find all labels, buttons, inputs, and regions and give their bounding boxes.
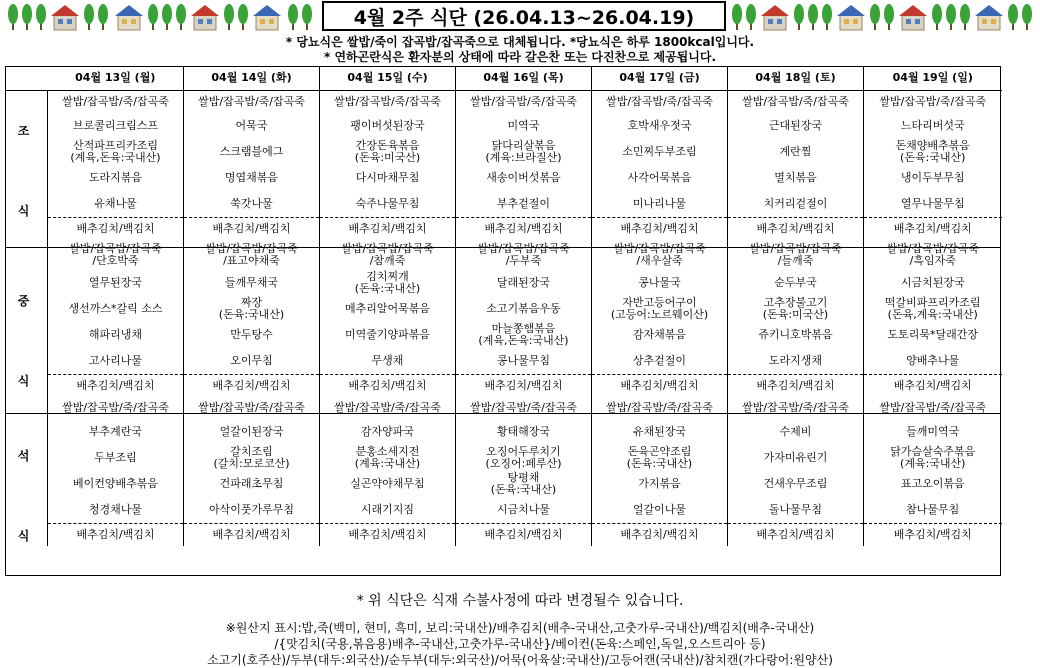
menu-cell: 건새우무조림	[728, 471, 864, 497]
menu-row	[48, 419, 1002, 445]
menu-cell: 간장돈육볶음 (돈육:미국산)	[320, 139, 456, 165]
menu-cell: 건파래초무침	[184, 471, 320, 497]
menu-cell: 탕평채 (돈육:국내산)	[456, 471, 592, 497]
breakfast-label-bottom: 식	[17, 204, 30, 218]
menu-cell: 쌀밥/잡곡밥/잡곡죽 /들깨죽	[728, 240, 864, 270]
menu-cell: 쌀밥/잡곡밥/잡곡죽 /표고야채죽	[184, 240, 320, 270]
menu-row	[48, 348, 1002, 375]
menu-cell: 달래된장국	[456, 270, 592, 296]
menu-cell: 마늘쫑햄볶음 (계육,돈육:국내산)	[456, 322, 592, 348]
menu-cell: 얼갈이된장국	[184, 419, 320, 445]
menu-cell: 숙주나물무침	[320, 191, 456, 218]
menu-cell: 아삭이풋가루무침	[184, 497, 320, 524]
menu-cell: 분홍소세지전 (계육:국내산)	[320, 445, 456, 471]
menu-row	[48, 471, 1002, 497]
menu-row	[48, 165, 1002, 191]
menu-cell: 산적파프리카조림 (계육,돈육:국내산)	[48, 139, 184, 165]
menu-row	[48, 191, 1002, 218]
menu-cell: 배추김치/백김치	[48, 218, 184, 241]
menu-cell: 떡갈비파프리카조림 (돈육,계육:국내산)	[864, 296, 1002, 322]
menu-row	[48, 270, 1002, 296]
dinner-label-bottom: 식	[17, 529, 30, 543]
menu-cell: 쌀밥/잡곡밥/죽/잡곡죽	[728, 397, 864, 419]
menu-cell: 쌀밥/잡곡밥/죽/잡곡죽	[48, 91, 184, 114]
day-header: 04월 18일 (토)	[728, 66, 864, 91]
menu-row	[48, 397, 1002, 419]
menu-cell: 미역국	[456, 113, 592, 139]
lunch-label-top: 중	[17, 294, 30, 308]
menu-cell: 배추김치/백김치	[48, 524, 184, 547]
menu-cell: 오이무침	[184, 348, 320, 375]
menu-cell: 쌀밥/잡곡밥/잡곡죽 /흑임자죽	[864, 240, 1002, 270]
menu-cell: 배추김치/백김치	[320, 218, 456, 241]
menu-cell: 가자미유린기	[728, 445, 864, 471]
day-header: 04월 15일 (수)	[320, 66, 456, 91]
menu-cell: 생선까스*갈릭 소스	[48, 296, 184, 322]
menu-cell: 팽이버섯된장국	[320, 113, 456, 139]
menu-cell: 쌀밥/잡곡밥/죽/잡곡죽	[320, 91, 456, 114]
menu-cell: 해파리냉채	[48, 322, 184, 348]
menu-cell: 배추김치/백김치	[48, 375, 184, 398]
menu-cell: 도라지생채	[728, 348, 864, 375]
menu-cell: 들깨무채국	[184, 270, 320, 296]
menu-cell: 사각어묵볶음	[592, 165, 728, 191]
menu-cell: 베이컨양배추볶음	[48, 471, 184, 497]
menu-cell: 근대된장국	[728, 113, 864, 139]
menu-cell: 느타리버섯국	[864, 113, 1002, 139]
day-header: 04월 16일 (목)	[456, 66, 592, 91]
menu-cell: 양배추나물	[864, 348, 1002, 375]
menu-cell: 도라지볶음	[48, 165, 184, 191]
menu-cell: 쌀밥/잡곡밥/잡곡죽 /두부죽	[456, 240, 592, 270]
menu-cell: 소민찌두부조림	[592, 139, 728, 165]
menu-cell: 쌀밥/잡곡밥/잡곡죽 /단호박죽	[48, 240, 184, 270]
menu-cell: 시래기지짐	[320, 497, 456, 524]
weekly-menu-table	[47, 66, 1002, 546]
menu-cell: 만두탕수	[184, 322, 320, 348]
menu-row	[48, 113, 1002, 139]
lunch-label-bottom: 식	[17, 374, 30, 388]
menu-cell: 돈채양배추볶음 (돈육:국내산)	[864, 139, 1002, 165]
menu-row	[48, 240, 1002, 270]
menu-cell: 닭가슴살숙주볶음 (계육:국내산)	[864, 445, 1002, 471]
menu-cell: 쌀밥/잡곡밥/죽/잡곡죽	[456, 91, 592, 114]
menu-cell: 치커리겉절이	[728, 191, 864, 218]
menu-cell: 어묵국	[184, 113, 320, 139]
menu-cell: 쌀밥/잡곡밥/죽/잡곡죽	[592, 91, 728, 114]
menu-cell: 배추김치/백김치	[456, 218, 592, 241]
menu-cell: 멸치볶음	[728, 165, 864, 191]
menu-cell: 배추김치/백김치	[320, 524, 456, 547]
menu-cell: 브로콜리크림스프	[48, 113, 184, 139]
menu-cell: 배추김치/백김치	[728, 375, 864, 398]
menu-cell: 쌀밥/잡곡밥/죽/잡곡죽	[184, 397, 320, 419]
menu-cell: 다시마채무침	[320, 165, 456, 191]
menu-cell: 배추김치/백김치	[592, 375, 728, 398]
menu-cell: 열무나물무침	[864, 191, 1002, 218]
origin-line: 소고기(호주산)/두부(대두:외국산)/순두부(대두:외국산)/어묵(어육살:국내산)/고등어캔(국내산)/참치캔(가다랑어:원양산)	[207, 653, 833, 667]
menu-cell: 배추김치/백김치	[864, 524, 1002, 547]
house-tree-decoration-left	[6, 2, 316, 32]
menu-cell: 감자채볶음	[592, 322, 728, 348]
menu-row	[48, 218, 1002, 241]
menu-cell: 배추김치/백김치	[456, 524, 592, 547]
menu-cell: 소고기볶음우동	[456, 296, 592, 322]
menu-cell: 갈치조림 (갈치:모로코산)	[184, 445, 320, 471]
day-header: 04월 13일 (월)	[48, 66, 184, 91]
menu-cell: 무생채	[320, 348, 456, 375]
menu-cell: 유채나물	[48, 191, 184, 218]
menu-cell: 쌀밥/잡곡밥/잡곡죽 /새우살죽	[592, 240, 728, 270]
menu-cell: 배추김치/백김치	[184, 218, 320, 241]
menu-row	[48, 524, 1002, 547]
menu-cell: 청경채나물	[48, 497, 184, 524]
menu-cell: 쌀밥/잡곡밥/죽/잡곡죽	[184, 91, 320, 114]
breakfast-label-top: 조	[17, 124, 30, 138]
day-header: 04월 19일 (일)	[864, 66, 1002, 91]
menu-cell: 계란찜	[728, 139, 864, 165]
menu-cell: 열무된장국	[48, 270, 184, 296]
menu-cell: 배추김치/백김치	[184, 524, 320, 547]
menu-cell: 도토리묵*달래간장	[864, 322, 1002, 348]
origin-line: /{맛김치(국용,볶음용)배추-국내산,고춧가루-국내산}/베이컨(돈육:스페인,독일,오스트리아 등)	[274, 637, 766, 651]
menu-cell: 고사리나물	[48, 348, 184, 375]
menu-cell: 쥬키니호박볶음	[728, 322, 864, 348]
dysphagia-notice: * 연하곤란식은 환자분의 상태에 따라 갈은찬 또는 다진찬으로 제공됩니다.	[323, 50, 717, 64]
menu-cell: 돈육곤약조림 (돈육:국내산)	[592, 445, 728, 471]
menu-cell: 닭다리살볶음 (계육:브라질산)	[456, 139, 592, 165]
menu-row	[48, 445, 1002, 471]
origin-info	[0, 620, 1040, 668]
menu-cell: 부추계란국	[48, 419, 184, 445]
menu-cell: 오징어두루치기 (오징어:페루산)	[456, 445, 592, 471]
menu-row	[48, 497, 1002, 524]
menu-cell: 명엽채볶음	[184, 165, 320, 191]
menu-cell: 냉이두부무침	[864, 165, 1002, 191]
menu-cell: 배추김치/백김치	[728, 524, 864, 547]
menu-cell: 쌀밥/잡곡밥/죽/잡곡죽	[592, 397, 728, 419]
menu-cell: 배추김치/백김치	[728, 218, 864, 241]
menu-cell: 배추김치/백김치	[864, 218, 1002, 241]
menu-cell: 쌀밥/잡곡밥/죽/잡곡죽	[456, 397, 592, 419]
menu-cell: 부추겉절이	[456, 191, 592, 218]
menu-cell: 가지볶음	[592, 471, 728, 497]
breakfast-lunch-divider	[5, 247, 1001, 248]
menu-cell: 쌀밥/잡곡밥/죽/잡곡죽	[320, 397, 456, 419]
menu-row	[48, 375, 1002, 398]
header-banner	[0, 0, 1040, 34]
menu-cell: 짜장 (돈육:국내산)	[184, 296, 320, 322]
menu-cell: 돌나물무침	[728, 497, 864, 524]
menu-cell: 쌀밥/잡곡밥/죽/잡곡죽	[864, 397, 1002, 419]
menu-cell: 김치찌개 (돈육:국내산)	[320, 270, 456, 296]
menu-cell: 황태해장국	[456, 419, 592, 445]
menu-cell: 쌀밥/잡곡밥/죽/잡곡죽	[864, 91, 1002, 114]
menu-row	[48, 296, 1002, 322]
menu-cell: 콩나물무침	[456, 348, 592, 375]
menu-cell: 자반고등어구이 (고등어:노르웨이산)	[592, 296, 728, 322]
menu-cell: 얼갈이나물	[592, 497, 728, 524]
menu-cell: 들깨미역국	[864, 419, 1002, 445]
menu-row	[48, 322, 1002, 348]
day-header: 04월 14일 (화)	[184, 66, 320, 91]
menu-cell: 시금치나물	[456, 497, 592, 524]
menu-row	[48, 139, 1002, 165]
menu-cell: 실곤약야채무침	[320, 471, 456, 497]
menu-cell: 콩나물국	[592, 270, 728, 296]
menu-cell: 미역줄기양파볶음	[320, 322, 456, 348]
page-title: 4월 2주 식단 (26.04.13~26.04.19)	[322, 1, 726, 31]
lunch-dinner-divider	[5, 413, 1001, 414]
menu-cell: 스크램블에그	[184, 139, 320, 165]
menu-cell: 쌀밥/잡곡밥/잡곡죽 /참깨죽	[320, 240, 456, 270]
menu-cell: 상추겉절이	[592, 348, 728, 375]
menu-cell: 배추김치/백김치	[184, 375, 320, 398]
menu-cell: 미나리나물	[592, 191, 728, 218]
menu-cell: 감자양파국	[320, 419, 456, 445]
dinner-label-top: 석	[17, 449, 30, 463]
menu-cell: 수제비	[728, 419, 864, 445]
menu-cell: 참나물무침	[864, 497, 1002, 524]
menu-cell: 메추리알어묵볶음	[320, 296, 456, 322]
menu-cell: 고추장불고기 (돈육:미국산)	[728, 296, 864, 322]
menu-cell: 유채된장국	[592, 419, 728, 445]
menu-cell: 배추김치/백김치	[320, 375, 456, 398]
menu-cell: 쌀밥/잡곡밥/죽/잡곡죽	[728, 91, 864, 114]
menu-cell: 호박새우젓국	[592, 113, 728, 139]
day-header: 04월 17일 (금)	[592, 66, 728, 91]
menu-cell: 새송이버섯볶음	[456, 165, 592, 191]
day-header-row	[48, 66, 1002, 91]
menu-cell: 배추김치/백김치	[864, 375, 1002, 398]
menu-row	[48, 91, 1002, 114]
header-divider	[5, 90, 1001, 91]
menu-cell: 쑥갓나물	[184, 191, 320, 218]
menu-cell: 순두부국	[728, 270, 864, 296]
origin-line: ※원산지 표시:밥,죽(백미, 현미, 흑미, 보리:국내산)/배추김치(배추-국내산,고춧가루-국내산)/백김치(배추-국내산)	[225, 621, 815, 635]
menu-cell: 배추김치/백김치	[592, 524, 728, 547]
menu-cell: 배추김치/백김치	[456, 375, 592, 398]
house-tree-decoration-right	[730, 2, 1036, 32]
menu-cell: 쌀밥/잡곡밥/죽/잡곡죽	[48, 397, 184, 419]
menu-cell: 배추김치/백김치	[592, 218, 728, 241]
change-notice: * 위 식단은 식재 수불사정에 따라 변경될수 있습니다.	[356, 593, 684, 609]
diabetic-notice: * 당뇨식은 쌀밥/죽이 잡곡밥/잡곡죽으로 대체됩니다. *당뇨식은 하루 1800kcal입니다.	[285, 35, 755, 49]
menu-cell: 시금치된장국	[864, 270, 1002, 296]
menu-cell: 표고오이볶음	[864, 471, 1002, 497]
menu-cell: 두부조림	[48, 445, 184, 471]
